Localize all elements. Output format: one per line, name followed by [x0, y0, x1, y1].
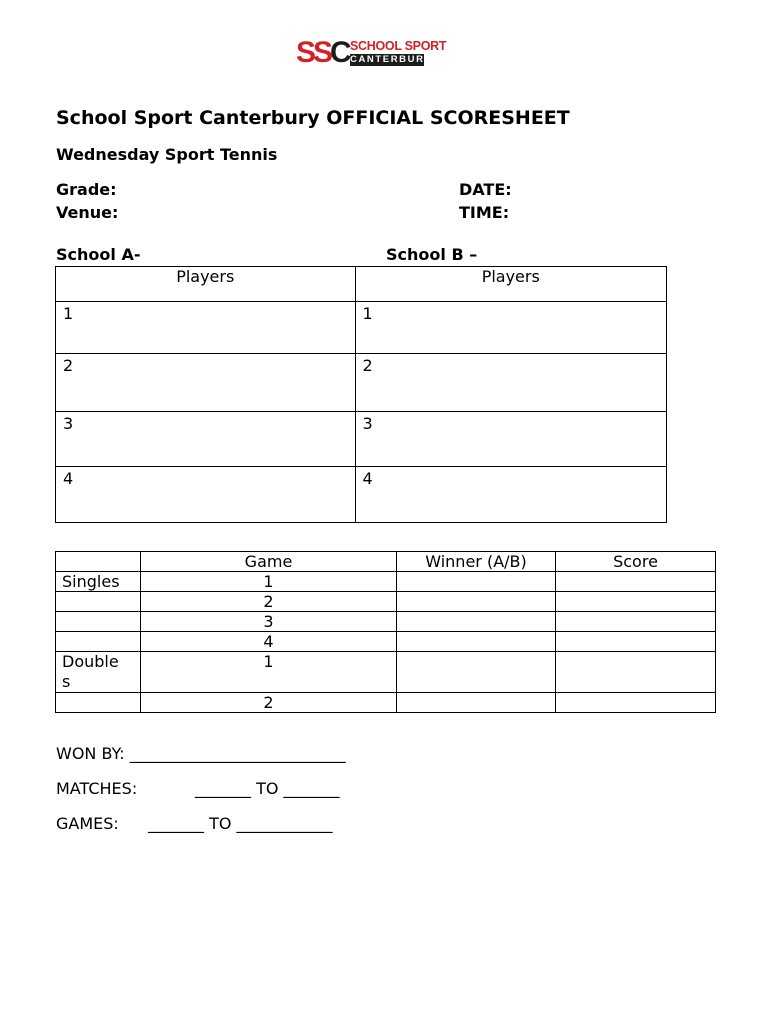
game-number-cell: 2	[141, 592, 397, 612]
school-b-player-4[interactable]: 4	[355, 467, 667, 523]
date-label: DATE:	[459, 180, 512, 199]
school-sport-canterbury-logo	[296, 36, 447, 70]
winner-cell[interactable]	[397, 572, 556, 592]
match-type-cell	[56, 632, 141, 652]
school-a-player-2[interactable]: 2	[56, 354, 356, 412]
winner-cell[interactable]	[397, 652, 556, 693]
game-header: Game	[141, 552, 397, 572]
score-cell[interactable]	[556, 592, 716, 612]
table-row	[56, 572, 716, 592]
winner-cell[interactable]	[397, 693, 556, 713]
page-subtitle: Wednesday Sport Tennis	[56, 145, 278, 164]
score-cell[interactable]	[556, 612, 716, 632]
table-row	[56, 302, 667, 354]
match-type-cell	[56, 612, 141, 632]
winner-cell[interactable]	[397, 632, 556, 652]
games-label: GAMES:	[56, 814, 119, 833]
type-header	[56, 552, 141, 572]
match-type-cell: Double s	[56, 652, 141, 693]
time-label: TIME:	[459, 203, 510, 222]
score-cell[interactable]	[556, 572, 716, 592]
school-b-player-2[interactable]: 2	[355, 354, 667, 412]
school-a-label: School A-	[56, 245, 141, 264]
match-type-cell	[56, 592, 141, 612]
school-a-player-1[interactable]: 1	[56, 302, 356, 354]
game-number-cell: 4	[141, 632, 397, 652]
players-header-row	[56, 267, 667, 302]
school-b-label: School B –	[386, 245, 478, 264]
venue-label: Venue:	[56, 203, 119, 222]
games-score-line[interactable]: _______ TO ____________	[148, 814, 333, 833]
table-row	[56, 412, 667, 467]
page-title: School Sport Canterbury OFFICIAL SCORESHEET	[56, 107, 570, 129]
school-b-players-header: Players	[355, 267, 667, 302]
logo-text-canterbury: CANTERBURY	[350, 54, 433, 65]
players-table	[55, 266, 667, 523]
matches-label: MATCHES:	[56, 779, 138, 798]
table-row	[56, 652, 716, 693]
game-number-cell: 2	[141, 693, 397, 713]
score-cell[interactable]	[556, 652, 716, 693]
score-cell[interactable]	[556, 632, 716, 652]
winner-cell[interactable]	[397, 592, 556, 612]
score-header: Score	[556, 552, 716, 572]
match-type-cell: Singles	[56, 572, 141, 592]
winner-cell[interactable]	[397, 612, 556, 632]
logo-mark: SSC	[296, 36, 349, 69]
school-b-player-1[interactable]: 1	[355, 302, 667, 354]
table-row	[56, 632, 716, 652]
score-cell[interactable]	[556, 693, 716, 713]
game-number-cell: 3	[141, 612, 397, 632]
table-row	[56, 592, 716, 612]
table-row	[56, 467, 667, 523]
matches-score-line[interactable]: _______ TO _______	[195, 779, 340, 798]
match-type-cell	[56, 693, 141, 713]
table-row	[56, 612, 716, 632]
winner-header: Winner (A/B)	[397, 552, 556, 572]
school-b-player-3[interactable]: 3	[355, 412, 667, 467]
table-row	[56, 693, 716, 713]
game-number-cell: 1	[141, 652, 397, 693]
games-header-row	[56, 552, 716, 572]
school-a-players-header: Players	[56, 267, 356, 302]
table-row	[56, 354, 667, 412]
game-number-cell: 1	[141, 572, 397, 592]
won-by-line[interactable]: WON BY: ___________________________	[56, 744, 346, 763]
games-table	[55, 551, 716, 713]
school-a-player-3[interactable]: 3	[56, 412, 356, 467]
grade-label: Grade:	[56, 180, 117, 199]
logo-text-school-sport: SCHOOL SPORT	[350, 39, 447, 53]
school-a-player-4[interactable]: 4	[56, 467, 356, 523]
